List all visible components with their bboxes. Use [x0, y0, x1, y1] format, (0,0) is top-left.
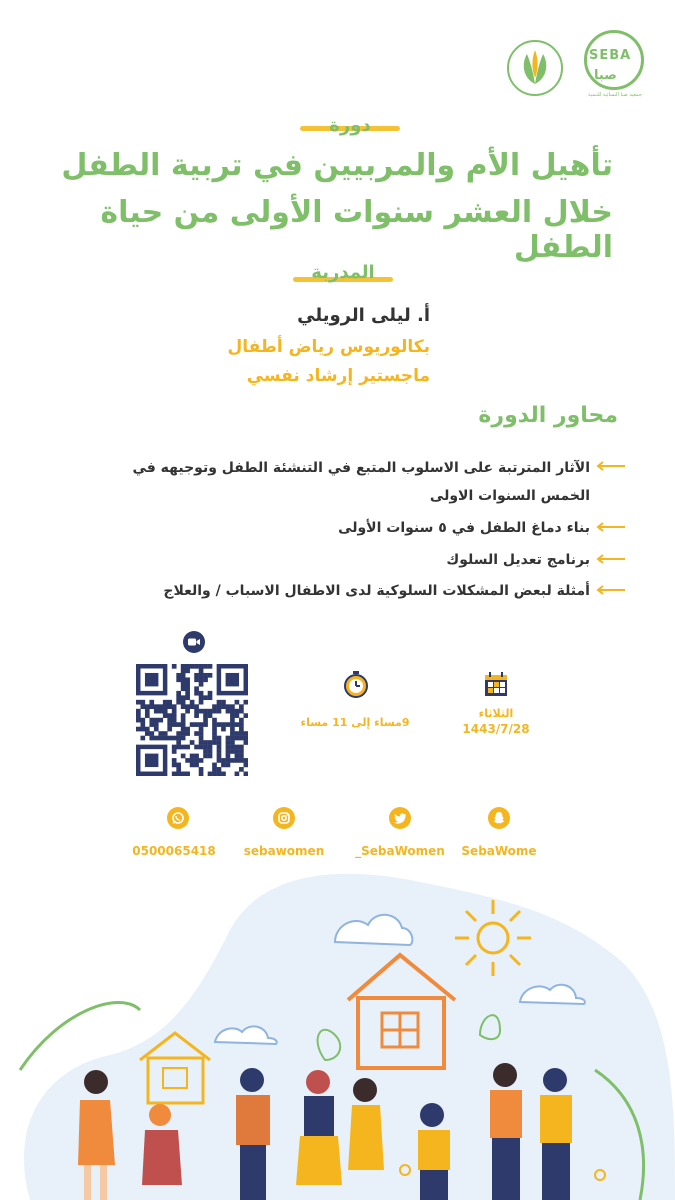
seba-logo-subtitle: جمعية صبا النسائية للتنمية [588, 92, 642, 98]
trainer-qualification-2: ماجستير إرشاد نفسي [246, 366, 430, 386]
arrow-icon [595, 554, 625, 564]
axis-item: برنامج تعديل السلوك [446, 552, 590, 568]
axis-item-continuation: الخمس السنوات الاولى [429, 488, 590, 504]
event-day: الثلاثاء [478, 707, 514, 720]
trainer-name: أ. ليلى الرويلي [297, 305, 430, 326]
trainer-qualification-1: بكالوريوس رياض أطفال [227, 337, 430, 357]
whatsapp-icon[interactable] [167, 807, 189, 829]
instagram-icon[interactable] [273, 807, 295, 829]
course-kicker [300, 115, 400, 139]
seba-logo [580, 30, 650, 100]
twitter-handle[interactable]: _SebaWomen [355, 844, 445, 858]
axes-title: محاور الدورة [478, 403, 618, 428]
children-illustration [0, 870, 675, 1200]
course-title-line1: تأهيل الأم والمربيين في تربية الطفل [61, 148, 613, 183]
trainer-kicker [293, 262, 393, 288]
seba-logo-arabic: صبا [594, 68, 617, 83]
axis-item: أمثلة لبعض المشكلات السلوكية لدى الاطفال الاسباب / والعلاج [163, 583, 590, 599]
arrow-icon [595, 522, 625, 532]
event-time: 9مساء إلى 11 مساء [300, 716, 410, 729]
instagram-handle[interactable]: sebawomen [243, 844, 325, 858]
trainer-kicker-text: المدربة [311, 262, 375, 283]
course-title-line2: خلال العشر سنوات الأولى من حياة الطفل [100, 195, 613, 265]
arrow-icon [595, 585, 625, 595]
twitter-icon[interactable] [389, 807, 411, 829]
whatsapp-number[interactable]: 0500065418 [132, 844, 216, 858]
seba-logo-word: SEBA [589, 48, 632, 63]
video-camera-icon [183, 631, 205, 653]
arrow-icon [595, 461, 625, 471]
snapchat-icon[interactable] [488, 807, 510, 829]
stopwatch-icon [342, 670, 370, 698]
qr-code[interactable] [136, 664, 248, 776]
event-date: 1443/7/28 [462, 722, 530, 736]
axis-item: الآثار المترتبة على الاسلوب المتبع في التنشئة الطفل وتوجيهه في [132, 460, 590, 476]
axis-item: بناء دماغ الطفل في ٥ سنوات الأولى [338, 520, 590, 536]
wheat-logo-icon [505, 38, 565, 98]
course-kicker-text: دورة [329, 115, 371, 136]
snapchat-handle[interactable]: SebaWome [461, 844, 537, 858]
calendar-icon [484, 671, 508, 697]
